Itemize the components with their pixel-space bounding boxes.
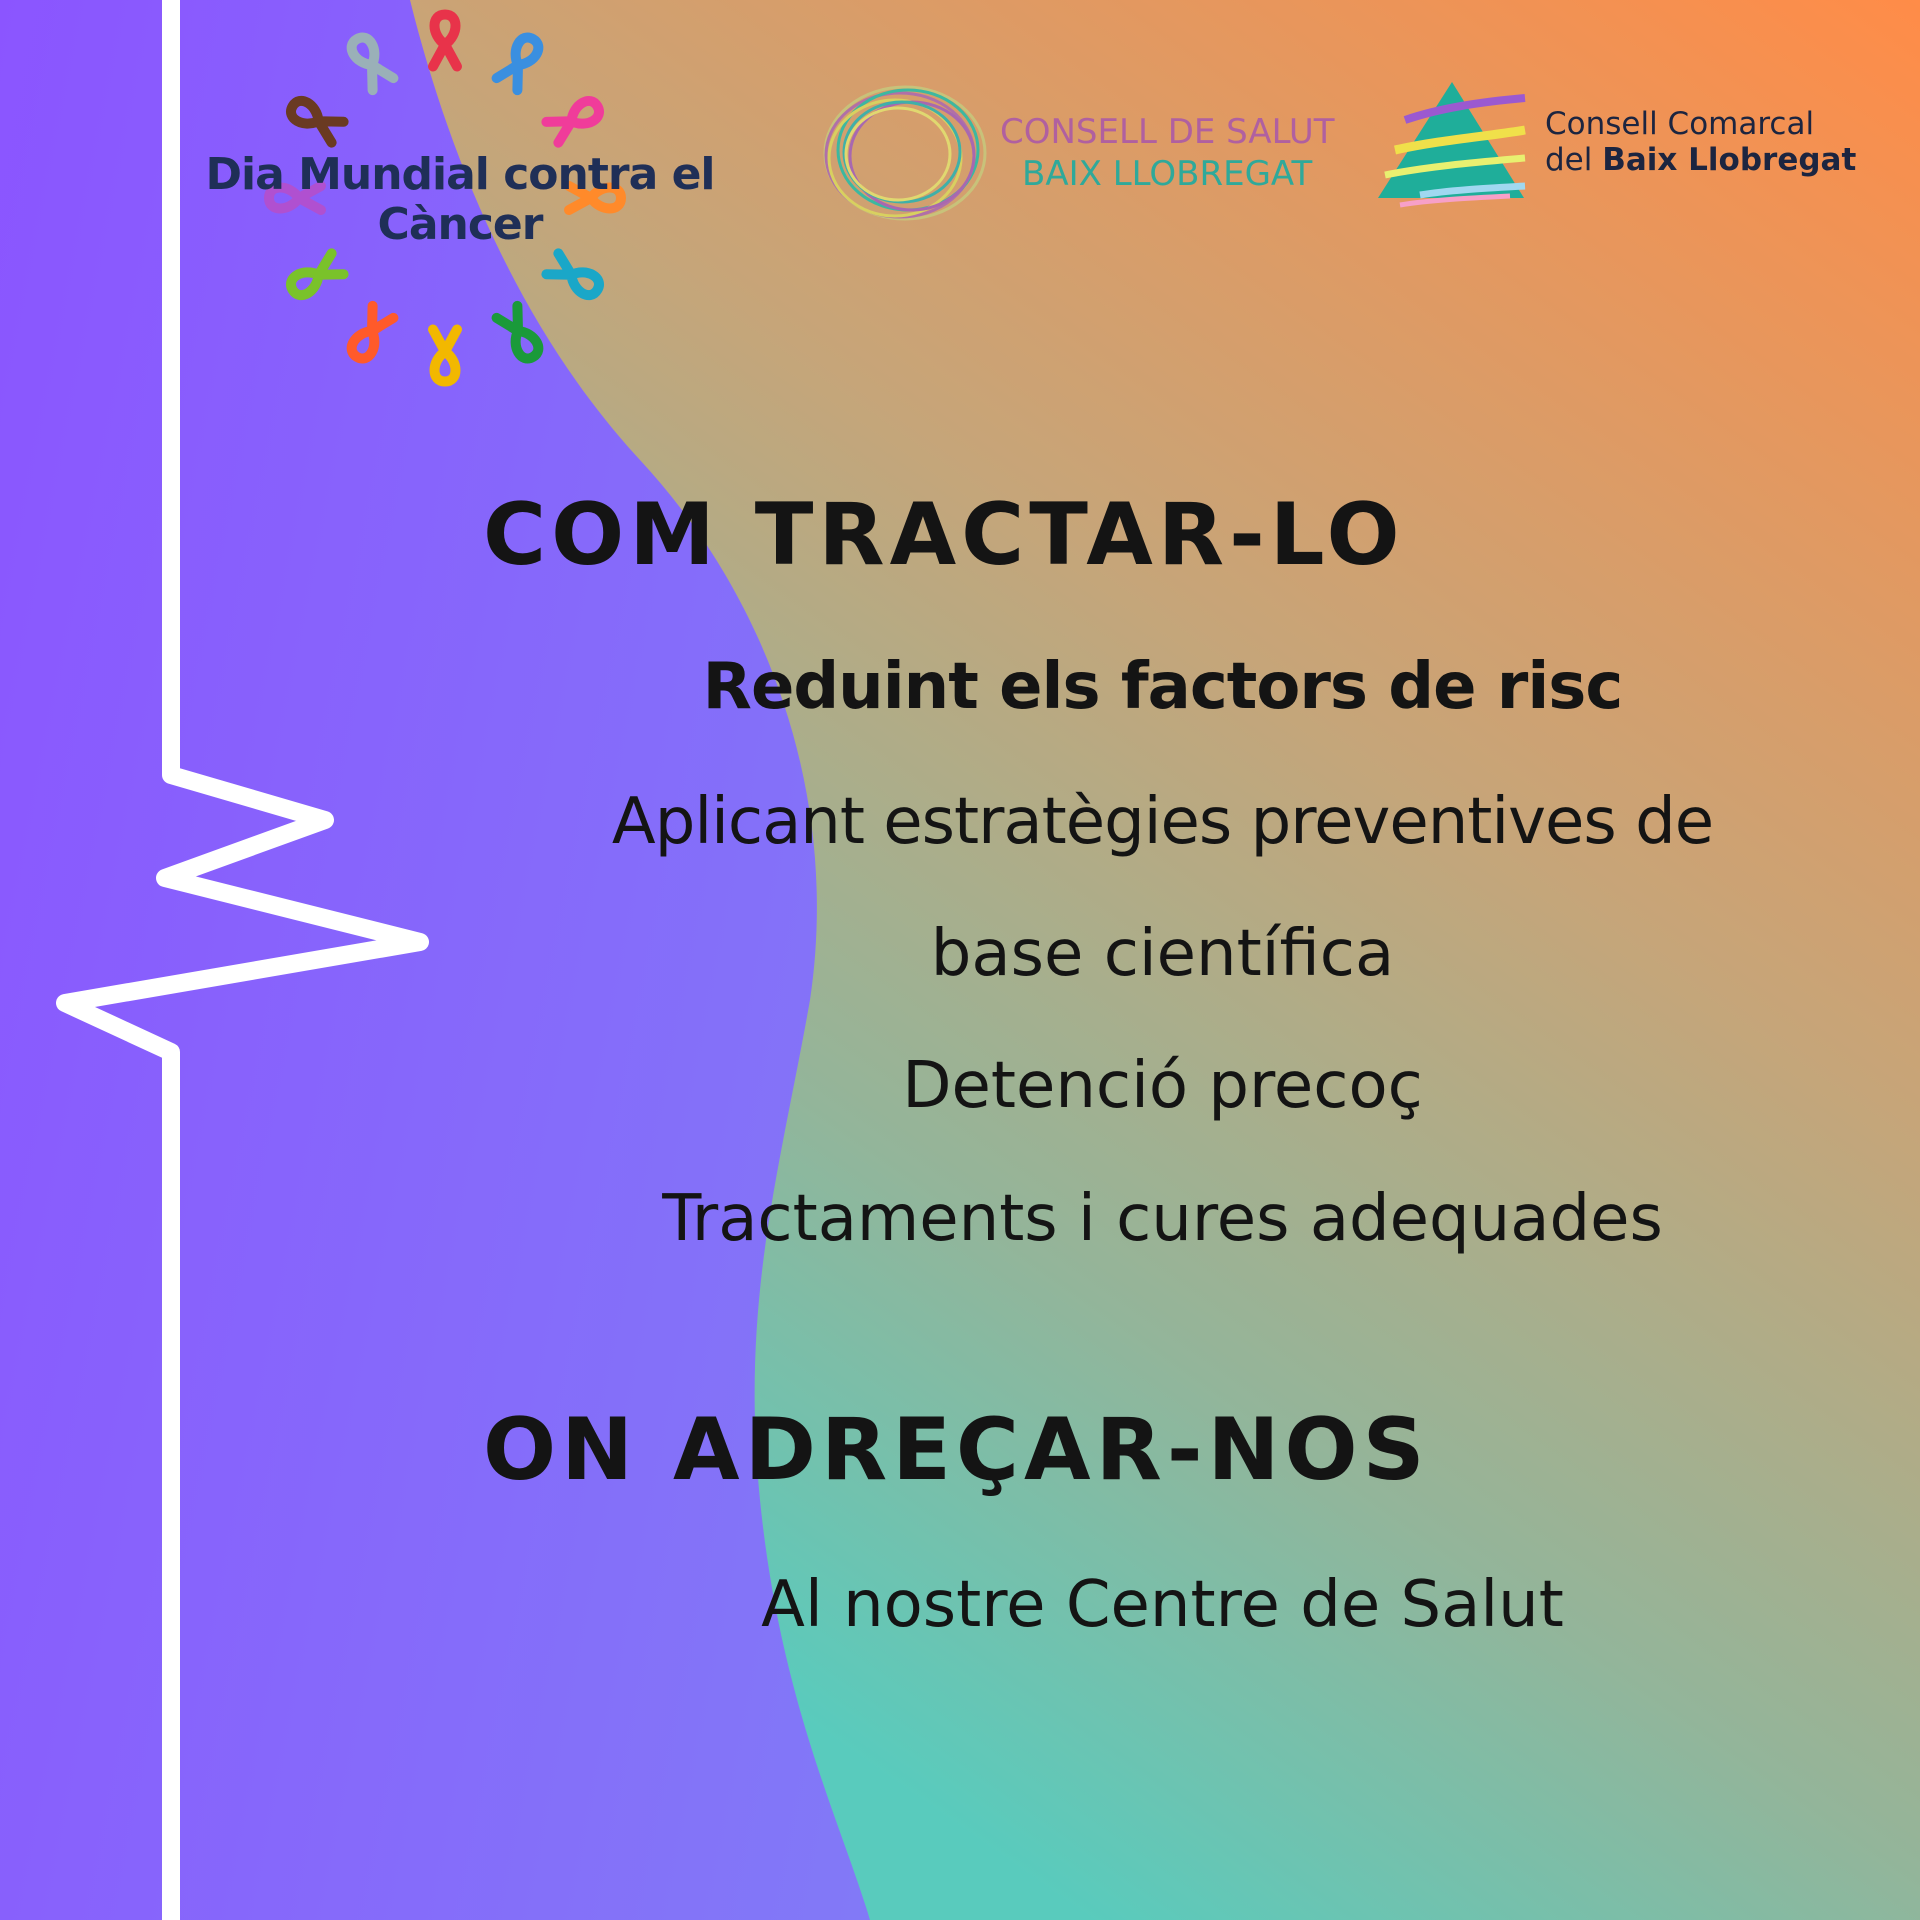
line-base-cientifica: base científica bbox=[930, 917, 1395, 991]
heading-com-tractar-lo: COM TRACTAR-LO bbox=[483, 485, 1405, 585]
subheading-reduint: Reduint els factors de risc bbox=[702, 650, 1623, 724]
line-detencio: Detenció precoç bbox=[902, 1049, 1423, 1123]
consell-salut-line2: BAIX LLOBREGAT bbox=[1022, 154, 1313, 194]
consell-salut-line1: CONSELL DE SALUT bbox=[1000, 112, 1335, 152]
heading-on-adrecar-nos: ON ADREÇAR-NOS bbox=[483, 1400, 1430, 1500]
consell-comarcal-line2-regular: del bbox=[1545, 142, 1603, 178]
consell-comarcal-line1: Consell Comarcal bbox=[1545, 106, 1815, 142]
line-tractaments: Tractaments i cures adequades bbox=[662, 1182, 1663, 1256]
consell-comarcal-line2 bbox=[1545, 142, 1856, 178]
line-aplicant: Aplicant estratègies preventives de bbox=[611, 785, 1714, 859]
consell-comarcal-line2-bold: Baix Llobregat bbox=[1602, 142, 1857, 178]
line-centre-salut: Al nostre Centre de Salut bbox=[761, 1568, 1564, 1642]
campaign-title: Dia Mundial contra el Càncer bbox=[205, 149, 715, 250]
